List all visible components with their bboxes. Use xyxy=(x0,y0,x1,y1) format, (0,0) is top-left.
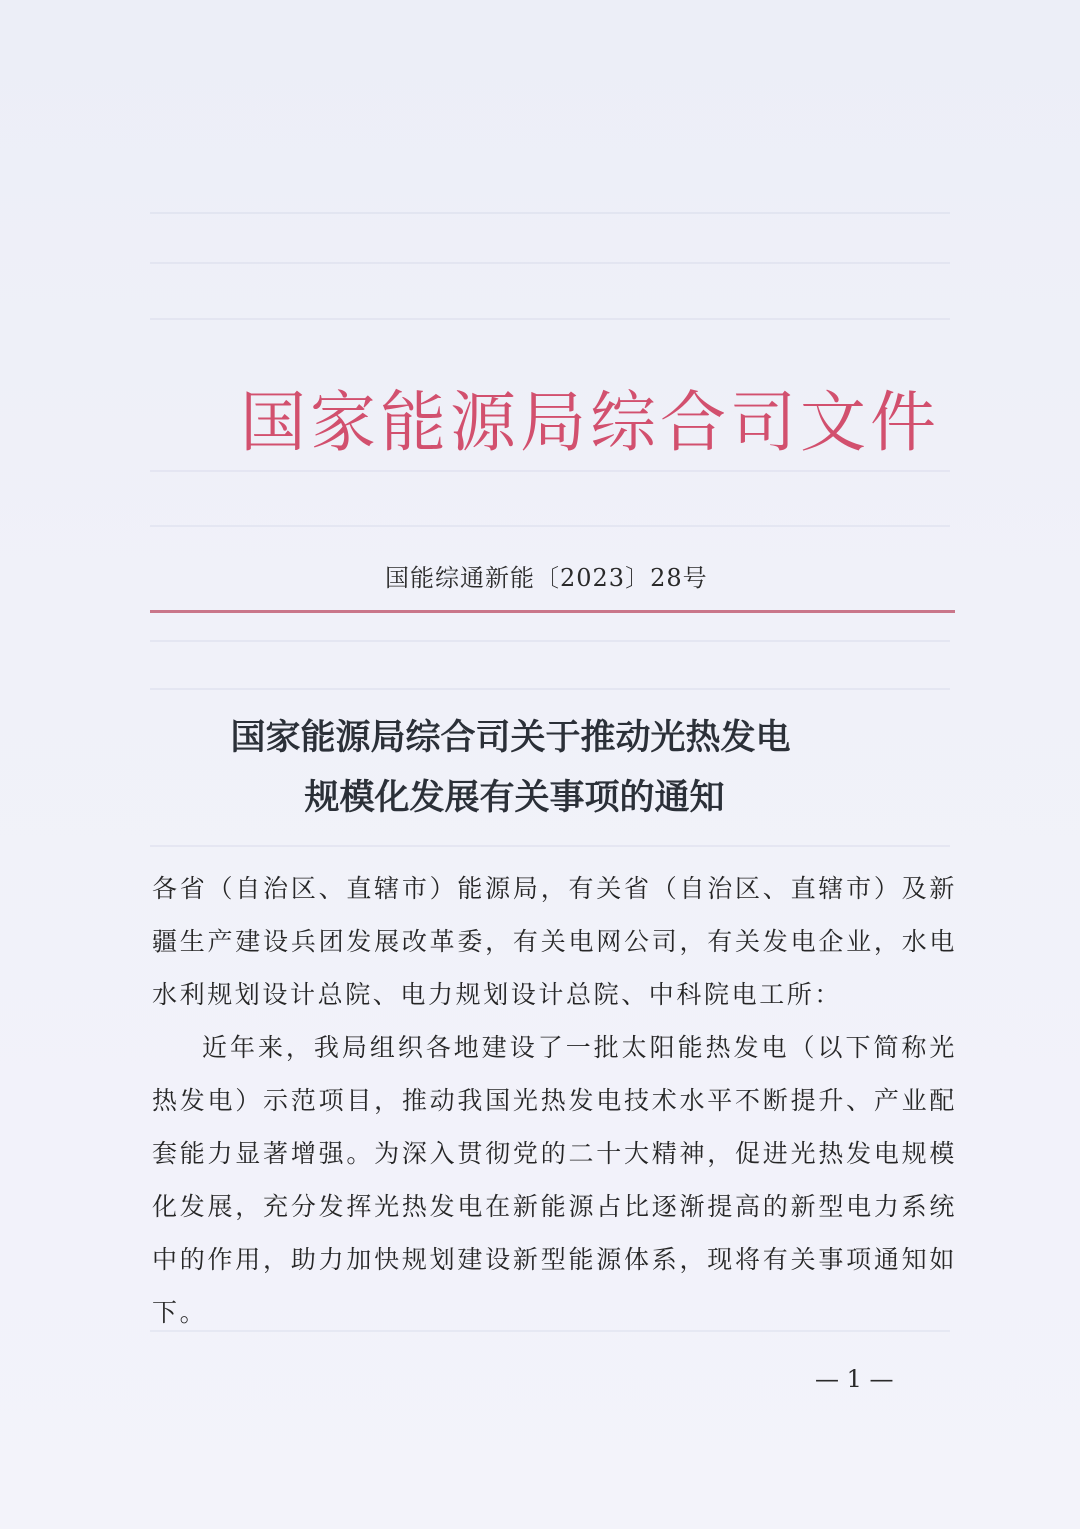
addressee-paragraph: 各省（自治区、直辖市）能源局，有关省（自治区、直辖市）及新疆生产建设兵团发展改革委，有关电网公司，有关发电企业，水电水利规划设计总院、电力规划设计总院、中科院电工所： xyxy=(152,874,957,1009)
scan-bleed-line xyxy=(150,845,950,847)
body-paragraph: 近年来，我局组织各地建设了一批太阳能热发电（以下简称光热发电）示范项目，推动我国光热发电技术水平不断提升、产业配套能力显著增强。为深入贯彻党的二十大精神，促进光热发电规模化发展，充分发挥光热发电在新能源占比逐渐提高的新型电力系统中的作用，助力加快规划建设新型能源体系，现将有关事项通知如下。 xyxy=(152,1033,957,1327)
document-number: 国能综通新能〔2023〕28号 xyxy=(385,564,708,592)
scan-bleed-line xyxy=(150,640,950,642)
issuer-header-title: 国家能源局综合司文件 xyxy=(240,384,940,461)
scan-bleed-line xyxy=(150,470,950,472)
scan-bleed-line xyxy=(150,262,950,264)
scan-bleed-line xyxy=(150,318,950,320)
scan-bleed-line xyxy=(150,688,950,690)
scan-bleed-line xyxy=(150,212,950,214)
page-number: — 1 — xyxy=(815,1365,894,1393)
red-divider-line xyxy=(150,610,955,613)
notice-title-line-2: 规模化发展有关事项的通知 xyxy=(304,777,725,818)
scan-bleed-line xyxy=(150,525,950,527)
notice-title-line-1: 国家能源局综合司关于推动光热发电 xyxy=(230,717,791,758)
